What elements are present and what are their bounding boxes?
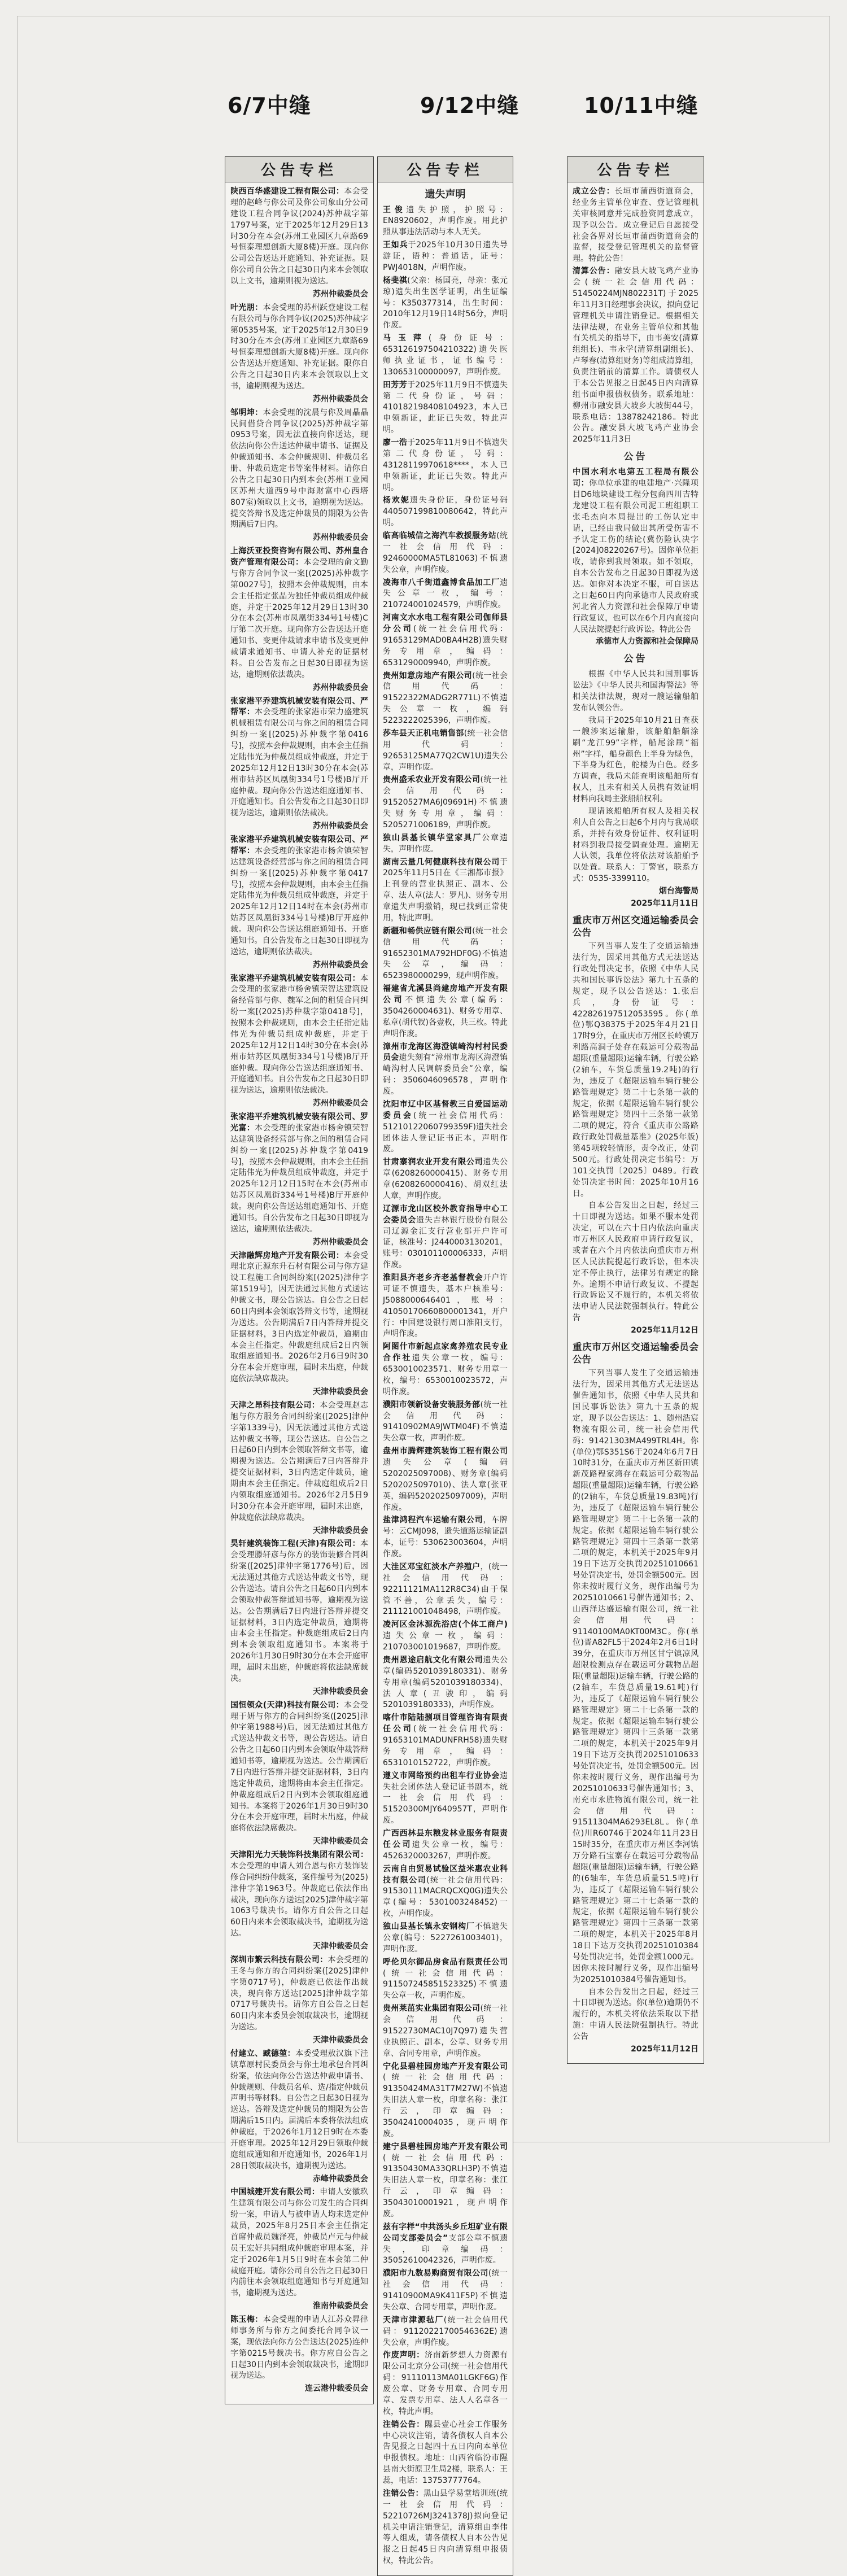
notice-paragraph: 清算公告：融安县大坡飞鸡产业协会(统一社会信用代码：51450224MJN802231T)于2025年11月3日经理事会决议，拟向登记管理机关申请注销登记。根据相关法律法规，在业务主管单位和其他有关机关的指导下，由韦美安(清算组组长)、韦永学(清算组副组长)、卢琴春(清算组财务)等组成清算组，负责注销前的清算工作。请债权人于本公告见报之日起45日内向清算组书面申报债权债务。联系地址：柳州市融安县大坡乡大坡街44号，联系电话：13878242186。特此公告。融安县大坡飞鸡产业协会2025年11月3日	[573, 267, 699, 444]
notice-lead: 张家港平乔建筑机械安装有限公司、严帮军：	[230, 696, 368, 717]
notice-item: 濮阳市领新设备安装服务部(统一社会信用代码：91410902MA9JWTM04F)不慎遗失公章一枚，声明作废。	[383, 1400, 508, 1443]
notice-lead: 清算公告：	[573, 267, 615, 276]
notice-lead: 叶光朋：	[230, 303, 263, 312]
notice-item: 张家港平乔建筑机械安装有限公司、严帮军：本会受理的张家港市杨舍镇荣智达建筑设备经营部与你之间的租赁合同纠纷一案[(2025)苏仲裁字第0417号]，按照本会仲裁规则，由本会主任指定陆伟光为仲裁员组成仲裁庭，并定于2025年12月12日14时在本会(苏州市姑苏区凤凰街334号1号楼)B厅开庭仲裁。现向你公告送达组庭通知书、开庭通知书。自公告发布之日起30日即视为送达，逾期则依法裁决。	[230, 835, 368, 957]
notice-paragraph: 自本公告发出之日起，经过三十日即视为送达。如果不服本处罚决定，可以在六十日内依法向重庆市万州区人民政府申请行政复议，或者在六个月内依法向重庆市万州区人民法院提起行政诉讼，但本决定不停止执行，法律另有规定的除外。逾期不申请行政复议、不提起行政诉讼又不履行的，本机关将依法申请人民法院强制执行。特此公告	[573, 1201, 698, 1323]
notice-item: 中国城建开发有限公司：申请人安徽玖生建筑有限公司与你公司发生的合同纠纷一案，申请人与被申请人均未选定仲裁员，2025年8月25日本会主任指定首席仲裁员魏泽亮，仲裁员卢元与仲裁员王宏好共同组成仲裁庭审理本案，并定于2026年1月5日9时在本会第二仲裁庭开庭。请你公司自公告之日起30日内前往本会领取组庭通知书与开庭通知书，逾期视为送达。	[230, 2188, 368, 2298]
notice-item: 甘肃寨润农业开发有限公司遗失公章(6208260000415)、财务专用章(6208260000416)、胡双红法人章，声明作废。	[383, 1158, 508, 1200]
notice-item: 盘州市腾辉建筑装饰工程有限公司遗失公章(编码5202025097008)、财务章(编码5202025097010)、法人章(张亚英，编码5202025097009)，声明作废。	[383, 1447, 508, 1512]
signature-line: 2025年11月11日	[631, 898, 698, 908]
notice-paragraph: 成立公告：长垣市蒲西街道商会，经业务主管单位审查、登记管理机关审核同意并完成验资同意成立，现予以公告。成立登记后自愿接受社会各界对长垣市蒲西街道商会的监督，接受登记管理机关的监督管理。特此公告！	[573, 187, 699, 264]
notice-lead: 临高临城信之海汽车救援服务站	[383, 531, 497, 541]
notice-lead: 独山县基长镇华堂家具厂	[383, 833, 482, 842]
notice-lead: 杨欢妮	[383, 496, 410, 505]
gutter-column-10-11	[567, 156, 704, 2064]
notice-lead: 马玉萍	[383, 334, 429, 343]
notice-item: 遵义市网络预约出租车行业协会遗失社会团体法人登记证书副本，统一社会信用代码：51520300MJY640957T，声明作废。	[383, 1771, 508, 1826]
notice-item: 贵州恩途启航文化有限公司遗失公章(编码5201039180331)、财务专用章(编码5201039180334)、法人章(丑骏印，编码5201039180333)，声明作废。	[383, 1655, 508, 1710]
notice-lead: 田芳芳	[383, 380, 408, 390]
signature-line: 2025年11月12日	[631, 2044, 698, 2054]
notice-lead: 杨斐祺	[383, 276, 408, 285]
notice-item: 大洼区邓宝红淡水产养殖户，(统一社会信用代码：92211121MA112R8C34)由于保管不善，公章丢失，编号：211121001048498，声明作废。	[383, 1562, 508, 1617]
notice-lead: 河南文水水电工程有限公司伽师县分公司	[383, 613, 508, 634]
notice-lead: 邹明坤：	[230, 408, 263, 417]
notice-signature: 天津仲裁委员会	[313, 2036, 368, 2045]
notice-signature: 苏州仲裁委员会	[313, 683, 368, 692]
notice-signature: 天津仲裁委员会	[313, 1687, 368, 1696]
signature-line: 2025年11月12日	[631, 1326, 698, 1335]
notice-item: 马玉萍(身份证号：653126197504210322)遗失医师执业证书，证书编号：130653100000097，声明作废。	[383, 334, 508, 377]
notice-lead: 陕西百华盛建设工程有限公司：	[230, 187, 344, 196]
notice-lead: 阿图什市新起点家禽养殖农民专业合作社	[383, 1342, 508, 1363]
notice-item: 凌海市八千街道鑫博食品加工厂遗失公章一枚，编号：210724001024579，声明作废。	[383, 578, 508, 610]
notice-item: 付建立、臧德堃：本委受理敖汉旗下洼镇草原村民委员会与你土地承包合同纠纷案，依法向你公告送达仲裁申请书、仲裁规则、仲裁员名单、选/指定仲裁员声明书等材料。自公告之日起30日视为送达。答辩及选定仲裁员的期限为公告期满后15日内。届满后本委将依法组成仲裁庭，于2026年1月12日9时在本委开庭审理。2025年12月29日领取仲裁庭组成通知和开庭通知书，2026年1月28日领取裁决书，逾期视为送达。	[230, 2049, 368, 2171]
notice-item: 喀什市陆陆捌项目管理咨询有限责任公司(统一社会信用代码：91653101MADUNFRH58)遗失财务专用章，编码：6531010152722，声明作废。	[383, 1713, 508, 1767]
column-header: 公告专栏	[378, 157, 513, 182]
notice-lead: 成立公告：	[573, 187, 615, 196]
notice-signature: 苏州仲裁委员会	[313, 394, 368, 404]
notice-item: 濮阳市九数易购商贸有限公司(统一社会信用代码：91410900MA9K411F5P)不慎遗失公章、合同专用章，声明作废。	[383, 2269, 508, 2312]
notice-item: 注销公告：隰县壹心社会工作服务中心决议注销，请各债权人自本公告见报之日起四十五日内向本单位申报债权。地址：山西省临汾市隰县南大街原卫生局2楼，联系人：王蕊，电话：13753777764。	[383, 2420, 508, 2486]
notice-item: 漳州市龙海区海澄镇崎沟村村民委员会遗失刻有“漳州市龙海区海澄镇崎沟村人民调解委员会”公章，编码：3506046096578，声明作废。	[383, 1042, 508, 1097]
notice-signature: 苏州仲裁委员会	[313, 1099, 368, 1108]
notice-item: 张家港平乔建筑机械安装有限公司、严帮军：本会受理的张家港市荣力盛建筑机械租赁有限公司与你之间的租赁合同纠纷一案[(2025)苏仲裁字第0416号]，按照本会仲裁规则，由本会主任指定陆伟光为仲裁员组成仲裁庭，并定于2025年12月12日13时30分在本会(苏州市姑苏区凤凰街334号1号楼)B厅开庭仲裁。现向你公告送达组庭通知书、开庭通知书。自公告发布之日起30日即视为送达，逾期则依法裁决。	[230, 696, 368, 818]
notice-paragraph: 中国水利水电第五工程局有限公司：你单位承建的电建地产·兴隆项目D6地块建设工程分包商四川吉特龙建设工程有限公司泥工班组职工张毛杰向本局提出的工伤认定申请，已经由我局做出其所受伤害不予认定工伤的结论(冀伤险认决字[2024]08220267号)。因你单位拒收，请你到我局领取。如不领取，自本公告发布之日起30日即视为送达。如你对本决定不服，可自送达之日起60日内向承德市人民政府或河北省人力资源和社会保障厅申请行政复议，也可以在6个月内直接向人民法院提起行政诉讼。特此公告	[573, 468, 698, 634]
notice-headline: 重庆市万州区交通运输委员会公告	[573, 1341, 698, 1365]
notice-lead: 昊轩建筑装饰工程(天津)有限公司：	[230, 1539, 360, 1549]
notice-lead: 贵州莱茁实业集团有限公司	[383, 2004, 481, 2014]
notice-lead: 中国城建开发有限公司：	[230, 2188, 320, 2197]
notice-lead: 广西西林县东粮发林业服务有限责任公司	[383, 1829, 508, 1849]
notice-lead: 兹有字样“中共汤头乡丘坦矿业有限公司支部委员会”	[383, 2222, 508, 2243]
notice-lead: 深圳市繁云科技有限公司：	[230, 1955, 328, 1964]
column-subheader: 遗失声明	[425, 189, 466, 200]
notice-item: 田芳芳于2025年11月9日不慎遗失第二代身份证，号码：410182198408104923，本人已申领新证，此证已失效，特此声明。	[383, 380, 508, 435]
notice-signature: 苏州仲裁委员会	[313, 960, 368, 970]
notice-lead: 云南自由贸易试验区益米惠农业科技有限公司	[383, 1864, 508, 1885]
notice-item: 邹明坤：本会受理的沈晨与你及周晶晶民间借贷合同争议(2025)苏仲裁字第0953号案，因无法直接向你送达，现依法向你公告送达仲裁申请书、证据及仲裁通知书、本会仲裁规则、仲裁员名册、仲裁员选定书等案件材料。请你自公告之日起30日内到本会(苏州工业园区苏州大道西9号中海财富中心西塔807室)领取以上文书，逾期视为送达。提交答辩书及选定仲裁员的期限为公告期满后7日内。	[230, 408, 368, 530]
column-header: 公告专栏	[225, 157, 373, 182]
notice-lead: 贵州如意房地产有限公司	[383, 671, 473, 680]
notice-headline: 重庆市万州区交通运输委员会公告	[573, 914, 698, 938]
notice-lead: 张家港平乔建筑机械安装有限公司、严帮军：	[230, 835, 368, 855]
notice-item: 呼伦贝尔御品房食品有限责任公司(统一社会信用代码：911507245851523325)不慎遗失公章一枚，声明作废。	[383, 1957, 508, 2001]
column-1-blocks	[225, 182, 373, 2404]
notice-lead: 建宁县碧桂园房地产开发有限公司	[383, 2142, 508, 2151]
notice-signature: 天津仲裁委员会	[313, 1526, 368, 1535]
notice-signature: 淮南仲裁委员会	[313, 2302, 368, 2311]
notice-item: 王俊遗失护照，护照号：EN8920602，声明作废。用此护照从事违法活动与本人无关。	[383, 205, 508, 237]
notice-paragraph: 现请该船舶所有权人及相关权利人自公告之日起6个月内与我局联系，并持有效身份证件、权利证明材料到我局接受调查处理。逾期无人认领，我单位将依法对该船舶予以处置。联系人：丁警官，联系方式：0535-3399110。	[573, 806, 698, 884]
notice-item: 独山县基长镇华堂家具厂公章遗失，声明作废。	[383, 833, 508, 854]
notice-paragraph: 下列当事人发生了交通运输违法行为，因采用其他方式无法送达行政处罚决定书，依照《中华人民共和国民事诉讼法》第九十五条的规定，现予以公告送达：1.张启兵，身份证号：422826197512053595。你(单位)鄂Q38375于2025年4月21日17时9分，在重庆市万州区长岭镇万利路高洞子处存在载运可分载物品超限(重量超限)运输车辆，行驶公路(2轴车，车货总质量19.2吨)的行为，违反了《超限运输车辆行驶公路管理规定》第二十七条第一款的规定，依据《超限运输车辆行驶公路管理规定》第四十三条第一款第二项的规定，符合《重庆市公路路政行政处罚裁量基准》(2025年版)第45项较轻情形，责令改正，处罚500元。行政处罚决定书编号：万101交执罚〔2025〕0489。行政处罚决定书时间：2025年10月16日。	[573, 942, 698, 1198]
notice-item: 宁化县碧桂园房地产开发有限公司(统一社会信用代码：91350424MA31T7M27W)不慎遗失旧法人章一枚，印章名称：张江行云，印章编码：35042410004035，现声明作废。	[383, 2062, 508, 2138]
notice-lead: 宁化县碧桂园房地产开发有限公司	[383, 2062, 508, 2071]
notice-item: 天津之昂科技有限公司：本会受理赵志旭与你方服务合同纠纷案([2025]津仲字第1339号)，因无法通过其他方式送达仲裁文书等，现公告送达。自公告之日起60日内到本会领取答辩文书等，逾期视为送达。公告期满后7日内答辩并提交证据材料，3日内选定仲裁员，逾期由本会主任指定。仲裁庭组成后2日内领取组庭通知书。2026年2月5日9时30分在本会开庭审理，届时未出庭，仲裁庭依法缺席裁决。	[230, 1400, 368, 1522]
notice-lead: 注销公告：	[383, 2420, 425, 2429]
notice-lead: 湖南云量几何健康科技有限公司	[383, 857, 500, 867]
notice-item: 福建省尤溪县尚建房地产开发有限公司不慎遗失公章(编码：3504260004631)、财务专用章、私章(胡代钗)各壹枚，共三枚。特此声明作废。	[383, 984, 508, 1038]
notice-signature: 苏州仲裁委员会	[313, 533, 368, 543]
notice-item: 河南文水水电工程有限公司伽师县分公司(统一社会信用代码：91653129MAD0BA4H2B)遗失财务专用章，编码：6531290009940，声明作废。	[383, 613, 508, 667]
notice-item: 淮阳县齐老乡齐老基督教会开户许可证不慎遗失，基本户核准号：J5088000646401，账号：41050170660800001341，开户行：中国建设银行周口淮阳支行，声明作废。	[383, 1273, 508, 1339]
notice-signature: 天津仲裁委员会	[313, 1387, 368, 1396]
notice-item: 云南自由贸易试验区益米惠农业科技有限公司(统一社会信用代码：91530111MACRQCXQ0G)遗失公章(编号：5301003248452)一枚，声明作废。	[383, 1864, 508, 1919]
notice-item: 上海沃亚投资咨询有限公司、苏州皇合资产管理有限公司：本会受理的俞文勤与你方合同争议一案[(2025)苏仲裁字第0027号]，按照本会仲裁规则，由本会主任指定张晶为独任仲裁员组成仲裁庭，并定于2025年12月29日13时30分在本会(苏州市凤凰街334号1号楼)C厅第二次开庭。现向你方公告送达开庭通知书、变更仲裁请求申请书及变更仲裁请求通知书、申请人补充的证据材料。自公告发布之日起30日即视为送达，逾期则依法裁决。	[230, 547, 368, 679]
notice-lead: 沈阳市辽中区基督教三自爱国运动委员会	[383, 1099, 508, 1120]
notice-lead: 喀什市陆陆捌项目管理咨询有限责任公司	[383, 1713, 508, 1734]
notice-lead: 张家港平乔建筑机械安装有限公司、罗光富：	[230, 1112, 368, 1133]
notice-lead: 作废声明：	[383, 2351, 425, 2360]
notice-item: 沈阳市辽中区基督教三自爱国运动委员会(统一社会信用代码：51210122060799359F)遗失社会团体法人登记证书正本，声明作废。	[383, 1099, 508, 1154]
notice-lead: 贵州盛禾农业开发有限公司	[383, 775, 481, 785]
notice-lead: 福建省尤溪县尚建房地产开发有限公司	[383, 984, 508, 1005]
notice-lead: 濮阳市九数易购商贸有限公司	[383, 2269, 488, 2278]
notice-lead: 国恒领众(天津)科技有限公司：	[230, 1700, 344, 1710]
notice-lead: 天津阳光力天装饰科技集团有限公司：	[230, 1850, 368, 1859]
notice-item: 天津融辉房地产开发有限公司：本会受理北京正源东升石材有限公司与你方建设工程施工合同纠纷案[(2025)津仲字第1519号]，因无法通过其他方式送达仲裁文书，现公告送达。自公告之日起60日内到本会领取答辩文书等，逾期视为送达。公告期满后7日内答辩并提交证据材料，3日内选定仲裁员，逾期由本会主任指定。仲裁庭组成后2日内领取组庭通知书。2026年2月6日9时30分在本会开庭审理，届时未出庭，仲裁庭依法缺席裁决。	[230, 1251, 368, 1384]
notice-paragraph: 自本公告发出之日起，经过三十日即视为送达。你(单位)逾期仍不履行的，本机关将依法采取以下措施：申请人民法院强制执行。特此公告	[573, 1987, 698, 2042]
notice-item: 临高临城信之海汽车救援服务站(统一社会信用代码：92460000MA5TL81063)不慎遗失公章，声明作废。	[383, 531, 508, 574]
notice-item: 杨斐祺(父亲：杨国亮，母亲：张元琼)遗失出生医学证明，出生证编号：K350377314，出生时间：2010年12月19日14时56分，声明作废。	[383, 276, 508, 330]
notice-item: 陕西百华盛建设工程有限公司：本会受理的赵峰与你公司及你公司象山分公司建设工程合同争议(2024)苏仲裁字第1797号案，定于2025年12月29日13时30分在本会(苏州工业园区九章路69号恒泰理想创新大厦8楼)开庭。现向你公司公告送达开庭通知、补充证据。限你公司自公告之日起30日内来本会领取以上文书，逾期则视为送达。	[230, 187, 368, 286]
column-3-blocks	[567, 182, 704, 2063]
notice-lead: 盐津鸿程汽车运输有限公司	[383, 1516, 483, 1525]
notice-lead: 张家港平乔建筑机械安装有限公司：	[230, 973, 360, 983]
notice-item: 盐津鸿程汽车运输有限公司，车牌号：云CMJ098，遗失道路运输证副本，证号：530623003604，声明作废。	[383, 1516, 508, 1559]
notice-item: 湖南云量几何健康科技有限公司于2025年11月5日在《三湘都市报》上刊登的营业执照正、副本、公章、法人章(法人：罗凡)、财务专用章遗失声明撤销，现已找到正常使用，特此声明。	[383, 857, 508, 923]
notice-signature: 赤峰仲裁委员会	[313, 2174, 368, 2184]
gutter-title-9-12: 9/12中缝	[420, 93, 519, 118]
notice-item: 阿图什市新起点家禽养殖农民专业合作社遗失公章一枚，编号：6530010023571、财务专用章一枚，编号：6530010023572，声明作废。	[383, 1342, 508, 1396]
notice-lead: 王如兵	[383, 241, 408, 250]
notice-item: 辽源市龙山区校外教育指导中心工会委员会遗失吉林银行股份有限公司辽源金汇支行营业部开户许可证，核准号：J2440003130201，账号：030101100006333，声明作废。	[383, 1204, 508, 1270]
notice-item: 昊轩建筑装饰工程(天津)有限公司：本会受理滕轩彦与你方的装饰装修合同纠纷案([2025]津仲字第1776号)后，因无法通过其他方式送达仲裁文书等，现公告送达。请自公告之日起60日内到本会领取仲裁答辩通知书等，逾期视为送达。公告期满后7日内进行答辩并提交证据材料，3日内选定仲裁员，逾期将由本会主任指定。仲裁庭组成后2日内到本会领取组庭通知书。本案将于2026年1月30日9时30分在本会开庭审理，届时未出庭，仲裁庭将依法缺席裁决。	[230, 1539, 368, 1683]
notice-item: 新疆和畅供应链有限公司(统一社会信用代码：91652301MA792HDF0G)不慎遗失公章，编码：6523980000299，现声明作废。	[383, 926, 508, 981]
gutter-title-10-11: 10/11中缝	[584, 93, 698, 118]
notice-lead: 注销公告：	[383, 2488, 424, 2498]
notice-lead: 濮阳市领新设备安装服务部	[383, 1400, 481, 1409]
notice-lead: 凌海市八千街道鑫博食品加工厂	[383, 578, 500, 587]
notice-lead: 天津融辉房地产开发有限公司：	[230, 1251, 344, 1260]
notice-item: 天津市津源毡厂(统一社会信用代码：91120221700546362E)遗失公章，声明作废。	[383, 2315, 508, 2347]
notice-signature: 苏州仲裁委员会	[313, 822, 368, 831]
notice-lead: 盘州市腾辉建筑装饰工程有限公司	[383, 1447, 508, 1456]
notice-item: 贵州盛禾农业开发有限公司(统一社会信用代码：91520527MA6J09691H)不慎遗失财务专用章，编码：5205271006189，声明作废。	[383, 775, 508, 829]
notice-item: 叶光朋：本会受理的苏州跃登建设工程有限公司与你合同争议(2025)苏仲裁字第0535号案，定于2025年12月30日9时30分在本会(苏州工业园区九章路69号恒泰理想创新大厦8楼)开庭。现向你公告送达开庭通知、补充证据。限你自公告之日起30日内来本会领取以上文书，逾期则视为送达。	[230, 303, 368, 391]
column-2-blocks	[378, 182, 513, 2575]
notice-lead: 中国水利水电第五工程局有限公司：	[573, 468, 698, 488]
notice-lead: 呼伦贝尔御品房食品有限责任公司	[383, 1957, 508, 1967]
notice-lead: 遵义市网络预约出租车行业协会	[383, 1771, 500, 1780]
column-header: 公告专栏	[567, 157, 704, 182]
notice-item: 独山县基长镇永安钢构厂不慎遗失公章(编号：5227261003401)，声明作废。	[383, 1922, 508, 1954]
notice-signature: 天津仲裁委员会	[313, 1942, 368, 1951]
notice-item: 杨欢妮遗失身份证，身份证号码440507199810080642，特此声明。	[383, 496, 508, 528]
notice-item: 贵州如意房地产有限公司(统一社会信用代码：91522322MADG2R771L)不慎遗失公章一枚，编码5223222025396，声明作废。	[383, 671, 508, 726]
gutter-title-6-7: 6/7中缝	[228, 93, 311, 118]
notice-item: 国恒领众(天津)科技有限公司：本会受理于妍与你方的合同纠纷案([2025]津仲字第1988号)后，因无法通过其他方式送达仲裁文书等，现公告送达。请自公告之日起60日内到本会领取仲裁答辩通知书等，逾期视为送达。公告期满后7日内进行答辩并提交证据材料，3日内选定仲裁员，逾期将由本会主任指定。仲裁庭组成后2日内到本会领取组庭通知书。本案将于2026年1月30日9时30分在本会开庭审理，届时未出庭，仲裁庭将依法缺席裁决。	[230, 1700, 369, 1833]
notice-signature: 苏州仲裁委员会	[313, 289, 368, 299]
notice-item: 莎车县天正机电销售部(统一社会信用代码：92653125MA77Q2CW1U)遗失公章，声明作废。	[383, 728, 508, 772]
gutter-column-6-7	[225, 156, 374, 2404]
notice-lead: 天津市津源毡厂	[383, 2315, 444, 2325]
notice-item: 张家港平乔建筑机械安装有限公司：本会受理的张家港市杨舍镇荣智达建筑设备经营部与你、魏军之间的租赁合同纠纷一案[(2025)苏仲裁字第0418号]，按照本会仲裁规则，由本会主任指定陆伟光为仲裁员组成仲裁庭，并定于2025年12月12日14时30分在本会(苏州市姑苏区凤凰街334号1号楼)B厅开庭仲裁。现向你公告送达组庭通知书、开庭通知书。自公告发布之日起30日即视为送达，逾期则依法裁决。	[230, 973, 368, 1095]
notice-paragraph: 下列当事人发生了交通运输违法行为，因采用其他方式无法送达催告通知书，依照《中华人民共和国民事诉讼法》第九十五条的规定，现予以公告送达：1、随州浩宸物流有限公司，统一社会信用代码：91421303MA499TRL4H。你(单位)鄂S351S6于2024年6月7日10时31分，在重庆市万州区新田镇新茂路程家湾存在载运可分载物品超限(重量超限)运输车辆，行驶公路的(2轴车，车货总质量19.83吨)行为，违反了《超限运输车辆行驶公路管理规定》第二十七条第一款的规定。依据《超限运输车辆行驶公路管理规定》第四十三条第一款第二项的规定，本机关于2025年9月19日下达万交执罚20251010661号处罚决定书，处罚金额500元。因你未按时履行义务，现作出编号为20251010661号催告通知书；2、山西泽达盛运输有限公司，统一社会信用代码：91140100MA0KT00M3C。你(单位)晋A82FL5于2024年2月6日1时39分，在重庆市万州区甘宁镇凉风超限检测点存在载运可分载物品超限(重量超限)运输车辆，行驶公路的(2轴车，车货总质量19.61吨)行为，违反了《超限运输车辆行驶公路管理规定》第二十七条第一款的规定。依据《超限运输车辆行驶公路管理规定》第四十三条第一款第二项的规定，本机关于2025年9月19日下达万交执罚20251010633号处罚决定书，处罚金额500元。因你未按时履行义务，现作出编号为20251010633号催告通知书；3、南充市永胜物流有限公司，统一社会信用代码：91511304MA6293EL8L。你(单位)川R60746于2024年11月23日15时35分，在重庆市万州区李河镇万分路石宝寨存在载运可分载物品超限(重量超限)运输车辆，行驶公路的(6轴车，车货总质量51.5吨)行为，违反了《超限运输车辆行驶公路管理规定》第二十七条第一款的规定，依据《超限运输车辆行驶公路管理规定》第四十三条第一款第二项的规定，本机关于2025年8月18日下达万交执罚20251010384号处罚决定书，处罚金额1000元。因你未按时履行义务，现作出编号为20251010384号催告通知书。	[573, 1369, 698, 1984]
notice-lead: 莎车县天正机电销售部	[383, 728, 464, 738]
notice-item: 贵州莱茁实业集团有限公司(统一社会信用代码：91522730MAC10J7Q97)遗失营业执照正、副本，公章、财务专用章、合同专用章，声明作废。	[383, 2004, 508, 2058]
notice-lead: 付建立、臧德堃：	[230, 2049, 295, 2058]
notice-lead: 新疆和畅供应链有限公司	[383, 926, 473, 936]
notice-item: 作废声明：济南新梦想人力资源有限公司北京分公司(统一社会信用代码：91110113MA01LGKF6G)作废公章、财务专用章、合同专用章、发票专用章、法人人名章各一枚，特此声明。	[383, 2351, 508, 2416]
notice-lead: 辽源市龙山区校外教育指导中心工会委员会	[383, 1204, 508, 1225]
signature-line: 承德市人力资源和社会保障局	[596, 637, 698, 647]
section-heading: 公告	[623, 451, 648, 463]
notice-item: 凌河区金沐源洗浴店(个体工商户)遗失公章一枚，编码：210703001019687，声明作废。	[383, 1620, 508, 1652]
notice-lead: 王俊	[383, 205, 407, 215]
notice-lead: 大洼区邓宝红淡水产养殖户	[383, 1562, 481, 1571]
gutter-column-9-12	[377, 156, 513, 2576]
notice-item: 注销公告：黑山县学易堂培训班(统一社会信用代码：52210726MJ3241378J)拟向登记机关申请注销登记，清算组由李伟等人组成，请各债权人自本公告见报之日起45日内向清算组申报债权，特此公告。	[383, 2488, 508, 2566]
notice-lead: 上海沃亚投资咨询有限公司、苏州皇合资产管理有限公司：	[230, 547, 368, 567]
notice-item: 天津阳光力天装饰科技集团有限公司：本会受理的申请人刘合恩与你方装饰装修合同纠纷仲裁案，案件编号为(2025)津仲字第1963号。仲裁庭已依法作出裁决，现向你方送达[2025]津仲裁字第1063号裁决书。请你方自公告之日起60日内来本会领取裁决书，逾期视为送达。	[230, 1850, 368, 1938]
notice-lead: 凌河区金沐源洗浴店(个体工商户)	[383, 1620, 508, 1630]
notice-lead: 天津之昂科技有限公司：	[230, 1400, 320, 1410]
notice-lead: 廖一浩	[383, 438, 408, 448]
notice-paragraph: 我局于2025年10月21日查获一艘涉案运输船，该船舶船艏涂刷“龙江99”字样，船尾涂刷“福州”字样，船身颜色上半身为绿色，下半身为红色，舵楼为白色。经多方调查，我局未能查明该船舶所有权人，且未有相关人员携有效证明材料向我局主张船舶权利。	[573, 715, 698, 804]
notice-lead: 贵州恩途启航文化有限公司	[383, 1655, 483, 1665]
notice-lead: 甘肃寨润农业开发有限公司	[383, 1158, 483, 1167]
notice-item: 张家港平乔建筑机械安装有限公司、罗光富：本会受理的张家港市杨舍镇荣智达建筑设备经营部与你之间的租赁合同纠纷一案[(2025)苏仲裁字第0419号]，按照本会仲裁规则，由本会主任指定陆伟光为仲裁员组成仲裁庭，并定于2025年12月12日15时在本会(苏州市姑苏区凤凰街334号1号楼)B厅开庭仲裁。现向你公告送达组庭通知书、开庭通知书。自公告发布之日起30日即视为送达，逾期则依法裁决。	[230, 1112, 368, 1234]
section-heading: 公告	[623, 653, 648, 665]
notice-item: 廖一浩于2025年11月9日不慎遗失第二代身份证，号码：43128119970618****，本人已申领新证，此证已失效。特此声明。	[383, 438, 508, 492]
notice-lead: 淮阳县齐老乡齐老基督教会	[383, 1273, 483, 1283]
notice-item: 兹有字样“中共汤头乡丘坦矿业有限公司支部委员会”支部公章不慎遗失，印章编码：35052610042326，声明作废。	[383, 2222, 508, 2265]
notice-item: 深圳市繁云科技有限公司：本会受理的王冬与你方的合同纠纷案([2025]津仲字第0717号)，仲裁庭已依法作出裁决，现向你方送达[2025]津仲裁字第0717号裁决书。请你方自公告之日起60日内来本委员会领取裁决书，逾期视为送达。	[230, 1955, 368, 2032]
notice-lead: 独山县基长镇永安钢构厂	[383, 1922, 475, 1932]
notice-signature: 连云港仲裁委员会	[305, 2384, 368, 2394]
notice-item: 广西西林县东粮发林业服务有限责任公司遗失公章一枚，编号：4526320003267，声明作废。	[383, 1829, 508, 1861]
notice-signature: 苏州仲裁委员会	[313, 1237, 368, 1247]
notice-item: 建宁县碧桂园房地产开发有限公司(统一社会信用代码：91350430MA33QRLH3P)不慎遗失旧法人章一枚，印章名称：张江行云，印章编码：35043010001921，现声明作废。	[383, 2142, 508, 2219]
signature-line: 烟台海警局	[659, 887, 698, 896]
notice-item: 陈玉梅：本会受理的申请人江苏众昇律师事务所与你方之间委托合同争议一案，现依法向你方公告送达(2025)连仲字第0215号裁决书。你方应自公告之日起30日内到本会领取裁决书，逾期即视为送达。	[230, 2315, 368, 2381]
notice-signature: 天津仲裁委员会	[313, 1837, 368, 1846]
notice-lead: 漳州市龙海区海澄镇崎沟村村民委员会	[383, 1042, 508, 1063]
notice-paragraph: 根据《中华人民共和国刑事诉讼法》《中华人民共和国海警法》等相关法律法规，现对一艘运输船舶发布认领公告。	[573, 670, 698, 713]
notice-lead: 陈玉梅：	[230, 2315, 263, 2324]
notice-item: 王如兵于2025年10月30日遗失导游证，语种：普通话，证号：PWJ4018N，声明作废。	[383, 241, 508, 272]
